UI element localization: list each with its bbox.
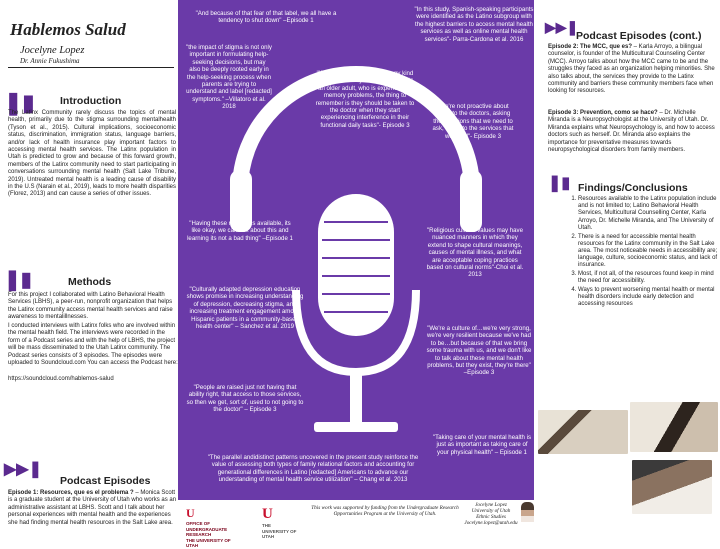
finding-item: 4. Ways to prevent worsening mental health or mental health disorders include early detection and accessing resources <box>578 287 718 309</box>
quote-7: "Religious cultural values may have nuanced manners in which they extend to shape cultural meanings, causes of mental illness, and what are acceptable coping practices based on cultural norms"-Choi et al. 2013 <box>426 227 524 279</box>
interview-photo-2 <box>630 402 718 452</box>
logo2-main: THE <box>262 523 271 528</box>
logo1-top: OFFICE OF <box>186 521 210 526</box>
quotes-panel <box>178 0 534 540</box>
quote-8: "Culturally adapted depression education shows promise in increasing understanding of depression, decreasing stigma, and increasing treatment engagement among Hispanic patients in a community-based health center" – Sanchez et al. 2019 <box>186 286 304 331</box>
poster-title: Hablemos Salud <box>10 20 126 39</box>
contact-email[interactable]: Jocelyne.lopez@utah.edu <box>464 520 518 526</box>
undergraduate-research-logo <box>186 506 242 549</box>
podcast-link[interactable]: https://soundcloud.com/hablemos-salud <box>8 376 114 382</box>
quote-10: "People are raised just not having that ability right, that access to those services, so then we get, sort of, used to not going to the doctor" – Episode 3 <box>186 384 304 414</box>
podcast-episodes-heading: Podcast Episodes <box>60 475 151 487</box>
interview-photo-3 <box>632 460 712 514</box>
findings-list <box>566 196 718 310</box>
methods-paragraph-1: For this project I collaborated with Latino Behavioral Health Services (LBHS), a peer-run, nonprofit organization that helps the Latinx community access mental health services and raise awareness to mentalillnesses. <box>8 292 173 321</box>
contact-university: University of Utah <box>471 508 511 514</box>
introduction-heading: Introduction <box>60 95 122 107</box>
author-name: Jocelyne Lopez <box>20 45 85 56</box>
u-logo-icon: U <box>262 506 273 522</box>
episode-2-title: Episode 2: The MCC, que es? <box>548 44 633 50</box>
quote-4: "If your family member has any kind of illness, or they're older, maybe its an older adult, who is experiencing memory problems, the thing to remember is they should be taken to the doctor when they start experiencing interference in their functional daily tasks"- Episode 3 <box>315 70 415 129</box>
quote-3: "the impact of stigma is not only important in formulating help-seeking decisions, but may also be deeply rooted early in the help-seeking process when parents are trying to understand and label [redacted] symptoms." –Villatoro et al. 2018 <box>186 44 272 111</box>
finding-item: 3. Most, if not all, of the resources found keep in mind the need for accessibility. <box>578 271 718 285</box>
episode-3-description <box>548 110 718 154</box>
podcast-episodes-cont-heading: Podcast Episodes (cont.) <box>576 30 702 42</box>
methods-paragraph-2: I conducted interviews with Latinx folks who are involved within the mental health field. The interviews were recorded in the form of a Podcast series and with the help of LBHS, the project will be mass disseminated to the Utah Latinx community. The Podcast series consists of 3 episodes. The episodes were uploaded to Soundcloud.com You can access the Podcast here: <box>8 323 178 367</box>
contact-info <box>460 502 522 526</box>
author-avatar <box>521 502 534 522</box>
quote-2: "In this study, Spanish-speaking participants were identified as the Latino subgroup with the highest barriers to access mental health services as well as online mental health services"- Parra-Cardona et al. 2016 <box>414 6 534 43</box>
contact-department: Ethnic Studies <box>476 514 506 520</box>
episode-3-title: Episode 3: Prevention, como se hace? <box>548 110 658 116</box>
mentor-name: Dr. Annie Fukushima <box>20 57 80 65</box>
quote-5: "We're not proactive about going to the doctors, asking the questions that we need to ask, to get to the services that we need"- Episode 3 <box>432 103 514 140</box>
u-logo-icon: U <box>186 506 195 520</box>
bookmark-icon: ❚▮ <box>4 90 35 115</box>
introduction-text: The Latinx Community rarely discuss the topics of mental health, primarily due to the stigma surrounding mentalhealth (Tyson et al., 2015). Cultural implications, socioeconomic status, discrimination, immigration status, language barriers, and/or lack of health insurance play important factors to accessing mental health services. The Latinx population in Utah is predicted to grow and because of this forward growth, members of the Latinx community need to start participating in conversations surrounding mental health (Salt Lake Tribune, 2019). Untreated mental health is a leading cause of disability in the U.S (Narain et al., 2019), leads to more health disparities (Florez, 2013) and can cause a series of other issues. <box>8 110 176 198</box>
episode-1-title: Episode 1: Resources, que es el problema ? <box>8 490 134 496</box>
funding-statement: This work was supported by funding from the Undergraduate Research Opportunities Program at the University of Utah. <box>311 505 459 517</box>
contact-name: Jocelyne Lopez <box>475 502 507 508</box>
findings-heading: Findings/Conclusions <box>578 182 688 194</box>
finding-item: 2. There is a need for accessible mental health resources for the Latinx community in the Salt Lake area. The most noticeable needs in accessibility are; language, culture, socioeconomic status, and lack of insurance. <box>578 234 718 270</box>
episode-3-text: – Dr. Michelle Miranda is a Neuropsychologist at the University of Utah. Dr. Miranda explains what Neuropsychology is, and how to access doctors such as herself. Dr. Miranda also explains the importance for preventative measures towards neuropsychological disorders from family members. <box>548 110 715 154</box>
title-divider <box>8 67 174 68</box>
episode-1-description <box>8 490 178 527</box>
quote-11: "Taking care of your mental health is just as important as taking care of your physical health" – Episode 1 <box>432 434 532 456</box>
finding-item: 1. Resources available to the Latinx population include and is not limited to; Latino Behavioral Health Services, Multicultural Counselling Center, Karla Arroyo, Dr. Michelle Miranda, and The University of Utah. <box>578 196 718 232</box>
episode-2-text: – Karla Arroyo, a bilingual counselor, is founder of the Multicultural Counseling Center (MCC). Arroyo talks about how the MCC came to be and the struggles they faced as an organization helping minorities. She also talks about, the services they provide to the Latinx community and barriers these community members face when looking for resources. <box>548 44 715 95</box>
bookmark-icon: ❚▮ <box>548 175 571 192</box>
quote-9: "We're a culture of…we're very strong, we're very resilient because we've had to be…but because of that we bring some trauma with us, and we don't like to talk about these mental health problems, but they exist, they're there" –Episode 3 <box>426 325 532 377</box>
episode-1-text: – Monica Scott is a graduate student at the University of Utah who works as an administrative assistant at LBHS. Scott and I talk about her personal experiences with mental health and the experiences she had finding mental health resources in the Salt Lake area. <box>8 490 177 526</box>
left-column <box>0 0 178 540</box>
quote-6: "Having these resources available, its like okay, we can talk about this and learning its not a bad thing" –Episode 1 <box>187 220 293 242</box>
episode-2-description <box>548 44 718 96</box>
methods-heading: Methods <box>68 276 112 288</box>
logo2-sub: UNIVERSITY OF UTAH <box>262 528 297 539</box>
skip-forward-icon: ▶▶❚ <box>545 19 579 35</box>
logo1-main: UNDERGRADUATE RESEARCH <box>186 526 228 537</box>
interview-photo-1 <box>538 410 628 454</box>
bookmark-icon: ❚▮ <box>4 269 32 291</box>
quote-1: "And because of that fear of that label, we all have a tendency to shut down" –Episode 1 <box>195 10 337 25</box>
quote-12: "The parallel andidistinct patterns uncovered in the present study reinforce the value of assessing both types of family relational factors and accounting for generational differences in Latino [redacted] Americans to advance our understanding of mental health service utilization" – Chang et al. 2013 <box>207 454 419 484</box>
logo1-sub: THE UNIVERSITY OF UTAH <box>186 537 231 548</box>
skip-forward-icon: ▶▶❚ <box>4 461 43 478</box>
